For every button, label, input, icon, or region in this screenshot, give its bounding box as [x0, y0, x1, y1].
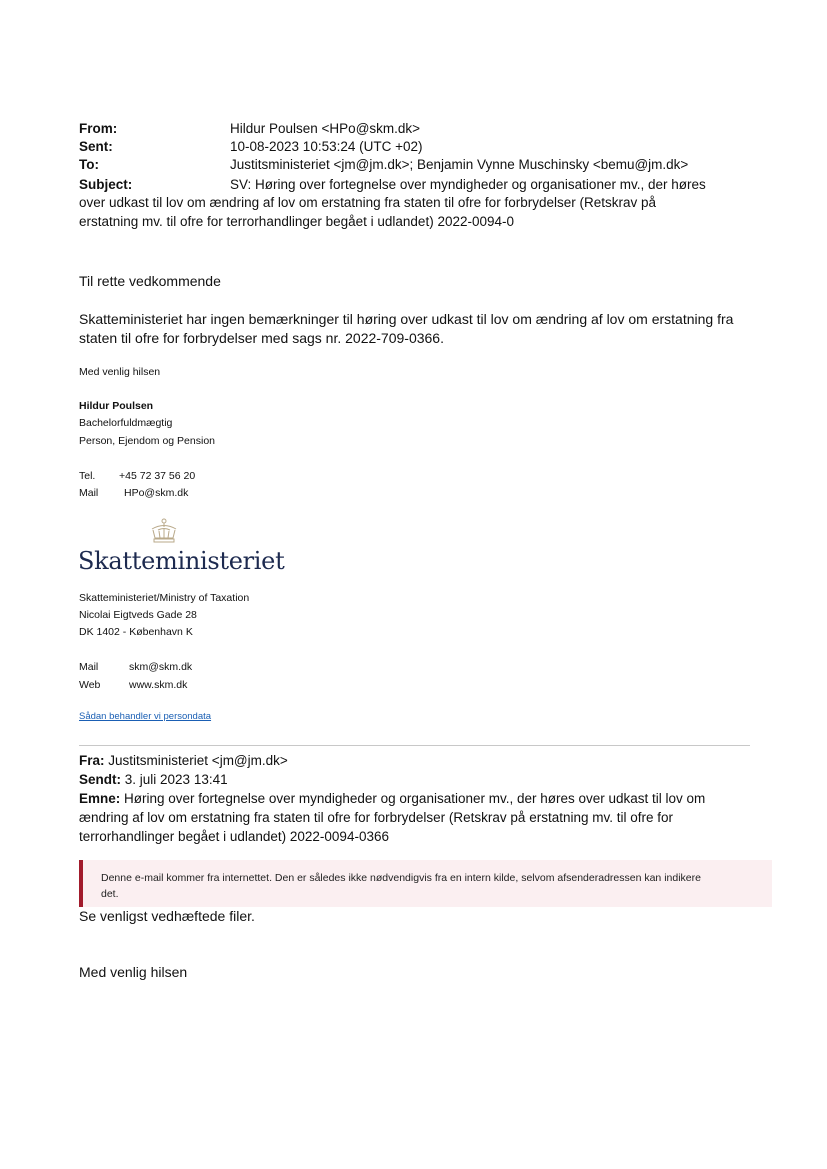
sendt-value: 3. juli 2023 13:41 [124, 772, 228, 787]
mail-label: Mail [79, 487, 99, 499]
signature-name: Hildur Poulsen [79, 400, 154, 412]
subject-line-3: erstatning mv. til ofre for terrorhandlinger begået i udlandet) 2022-0094-0 [79, 214, 515, 229]
fra-label: Fra: [79, 753, 105, 768]
subject-label: Subject: [79, 177, 133, 192]
org-address: Nicolai Eigtveds Gade 28 [79, 609, 197, 621]
to-label: To: [79, 157, 99, 172]
emne-line-2: ændring af lov om erstatning fra staten til ofre for forbrydelser (Retskrav på erstatning mv. til ofre for [79, 810, 673, 825]
org-mail-value[interactable]: skm@skm.dk [129, 661, 193, 673]
signature-department: Person, Ejendom og Pension [79, 435, 216, 447]
forwarded-from [79, 751, 288, 770]
subject-line-2: over udkast til lov om ændring af lov om erstatning fra staten til ofre for forbrydelser (Retskrav på [79, 195, 656, 210]
forwarded-closing: Med venlig hilsen [79, 964, 188, 980]
subject-line-1: SV: Høring over fortegnelse over myndigheder og organisationer mv., der høres [230, 177, 706, 192]
org-mail-label: Mail [79, 661, 99, 673]
from-value: Hildur Poulsen <HPo@skm.dk> [230, 121, 421, 136]
body-paragraph-line-1: Skatteministeriet har ingen bemærkninger til høring over udkast til lov om ændring af lov om erstatning fra [79, 311, 734, 327]
signature-title: Bachelorfuldmægtig [79, 417, 173, 429]
forwarded-body: Se venligst vedhæftede filer. [79, 908, 255, 924]
sent-label: Sent: [79, 139, 113, 154]
org-city: DK 1402 - København K [79, 626, 193, 638]
greeting: Til rette vedkommende [79, 273, 221, 289]
body-paragraph-line-2: staten til ofre for forbrydelser med sags nr. 2022-709-0366. [79, 330, 444, 346]
emne-label: Emne: [79, 791, 121, 806]
web-label: Web [79, 679, 101, 691]
warning-line-2: det. [101, 888, 119, 900]
external-mail-warning [79, 860, 772, 907]
org-name: Skatteministeriet/Ministry of Taxation [79, 592, 250, 604]
emne-line-1: Høring over fortegnelse over myndigheder og organisationer mv., der høres over udkast til lov om [124, 791, 706, 806]
closing: Med venlig hilsen [79, 366, 161, 378]
forwarded-subject [79, 789, 705, 808]
privacy-link[interactable]: Sådan behandler vi persondata [79, 711, 212, 722]
from-label: From: [79, 121, 118, 136]
fra-value: Justitsministeriet <jm@jm.dk> [108, 753, 288, 768]
crown-icon [148, 518, 180, 546]
tel-value: +45 72 37 56 20 [119, 470, 196, 482]
emne-line-3: terrorhandlinger begået i udlandet) 2022-0094-0366 [79, 829, 389, 844]
warning-line-1: Denne e-mail kommer fra internettet. Den er således ikke nødvendigvis fra en intern kilde, selvom afsenderadressen kan indikere [101, 872, 701, 884]
to-value: Justitsministeriet <jm@jm.dk>; Benjamin Vynne Muschinsky <bemu@jm.dk> [230, 157, 689, 172]
sent-value: 10-08-2023 10:53:24 (UTC +02) [230, 139, 423, 154]
tel-label: Tel. [79, 470, 96, 482]
divider [79, 745, 750, 746]
web-value[interactable]: www.skm.dk [129, 679, 188, 691]
forwarded-sent [79, 770, 228, 789]
sendt-label: Sendt: [79, 772, 121, 787]
logo-text: Skatteministeriet [78, 547, 285, 575]
mail-value[interactable]: HPo@skm.dk [124, 487, 189, 499]
